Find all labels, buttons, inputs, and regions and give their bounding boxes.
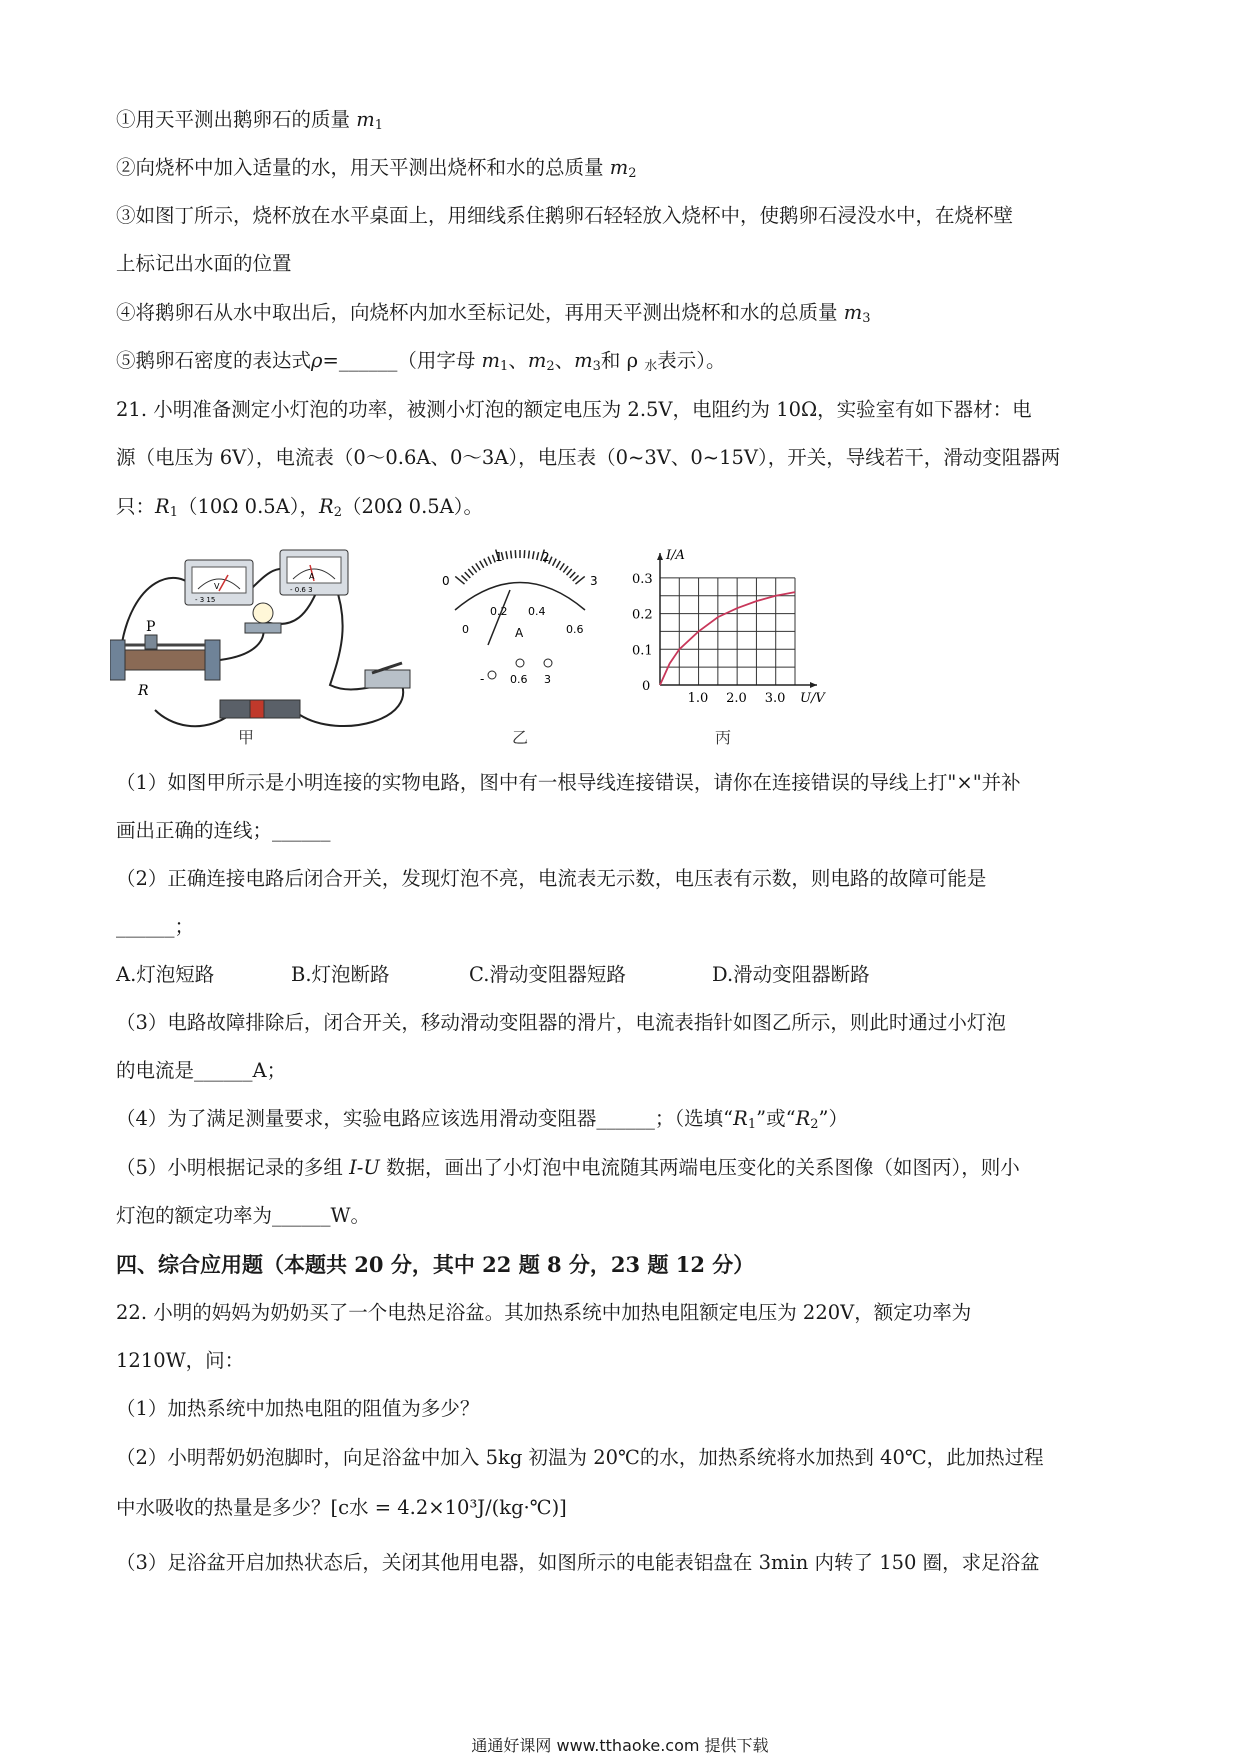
switch bbox=[365, 663, 410, 688]
yi-bottom-0-4: 0.4 bbox=[528, 605, 546, 618]
q21-options bbox=[116, 962, 870, 988]
dial-tick bbox=[567, 569, 572, 575]
q22-part-3: （3）足浴盆开启加热状态后，关闭其他用电器，如图所示的电能表铝盘在 3min 内转了 150 圈，求足浴盆 bbox=[116, 1550, 1040, 1576]
rheostat bbox=[110, 619, 220, 699]
svg-text:A: A bbox=[309, 572, 315, 581]
figure-jia-circuit bbox=[110, 545, 430, 745]
yi-terminal-neg bbox=[488, 671, 496, 679]
q21-part-5-line-2: 灯泡的额定功率为______W。 bbox=[116, 1203, 370, 1229]
dial-tick bbox=[472, 566, 477, 572]
q21-part-4: （4）为了满足测量要求，实验电路应该选用滑动变阻器______；（选填“$R_1$”或“$R_2$”） bbox=[116, 1106, 848, 1138]
q21-figures bbox=[110, 545, 850, 755]
q20-step-3-line-2: 上标记出水面的位置 bbox=[116, 251, 292, 277]
q20-step-4: ④将鹅卵石从水中取出后，向烧杯内加水至标记处，再用天平测出烧杯和水的总质量 $m_3$ bbox=[116, 300, 870, 332]
y-tick-label: 0.1 bbox=[632, 643, 653, 658]
x-tick-label: 3.0 bbox=[765, 691, 786, 706]
y-axis-label: I/A bbox=[665, 548, 685, 563]
figure-bing-iu-graph bbox=[620, 545, 850, 755]
q22-stem-line-1: 22. 小明的妈妈为奶奶买了一个电热足浴盆。其加热系统中加热电阻额定电压为 220V，额定功率为 bbox=[116, 1300, 971, 1326]
yi-term-3: 3 bbox=[544, 673, 551, 686]
figure-yi-ammeter bbox=[430, 545, 620, 755]
svg-text:R: R bbox=[137, 683, 149, 699]
q21-part-1-line-1: （1）如图甲所示是小明连接的实物电路，图中有一根导线连接错误，请你在连接错误的导线上打"×"并补 bbox=[116, 770, 1021, 796]
dial-tick bbox=[468, 569, 473, 575]
q21-part-1-line-2: 画出正确的连线；______ bbox=[116, 818, 331, 844]
svg-text:- 0.6 3: - 0.6 3 bbox=[290, 586, 313, 594]
dial-tick bbox=[560, 563, 564, 570]
svg-text:V: V bbox=[214, 582, 220, 591]
dial-tick bbox=[511, 551, 512, 559]
yi-bottom-0-6: 0.6 bbox=[566, 623, 584, 636]
q22-part-1: （1）加热系统中加热电阻的阻值为多少？ bbox=[116, 1396, 479, 1422]
q20-step-5: ⑤鹅卵石密度的表达式ρ=______（用字母 $m_1$、$m_2$、$m_3$和 ρ $_水$表示）。 bbox=[116, 348, 726, 380]
yi-bottom-0: 0 bbox=[462, 623, 469, 636]
yi-top-2: 2 bbox=[542, 550, 550, 564]
section-4-title: 四、综合应用题（本题共 20 分，其中 22 题 8 分，23 题 12 分） bbox=[116, 1252, 754, 1278]
yi-term-neg: - bbox=[480, 672, 484, 686]
dial-tick bbox=[484, 559, 488, 566]
figure-jia-caption: 甲 bbox=[238, 728, 254, 745]
q21-stem-line-3: 只：$R_1(10\Omega$ 0.5A），$R_2(20\Omega$ 0.5A）。 bbox=[116, 494, 483, 526]
iu-curve bbox=[660, 592, 795, 685]
y-tick-label: 0.3 bbox=[632, 572, 653, 587]
dial-tick bbox=[461, 575, 467, 580]
option-b: B.灯泡断路 bbox=[291, 962, 469, 988]
dial-tick bbox=[537, 552, 539, 560]
option-c: C.滑动变阻器短路 bbox=[469, 962, 712, 988]
voltmeter bbox=[185, 560, 253, 605]
option-a: A.灯泡短路 bbox=[116, 962, 291, 988]
origin-label: 0 bbox=[642, 679, 650, 694]
figure-bing-caption: 丙 bbox=[715, 728, 731, 747]
q22-part-2-line-2: 中水吸收的热量是多少？[c水 = 4.2×10³J/(kg·℃)] bbox=[116, 1495, 567, 1521]
yi-top-3: 3 bbox=[590, 574, 598, 588]
dial-tick bbox=[476, 563, 480, 570]
q21-part-2-line-1: （2）正确连接电路后闭合开关，发现灯泡不亮，电流表无示数，电压表有示数，则电路的故障可能是 bbox=[116, 866, 986, 892]
svg-text:- 3 15: - 3 15 bbox=[195, 596, 215, 604]
dial-tick bbox=[573, 575, 579, 580]
dial-tick bbox=[488, 557, 491, 564]
figure-yi-caption: 乙 bbox=[512, 728, 528, 747]
q22-stem-line-2: 1210W，问： bbox=[116, 1348, 244, 1374]
q21-part-5-line-1: （5）小明根据记录的多组 I-U 数据，画出了小灯泡中电流随其两端电压变化的关系图像（如图丙），则小 bbox=[116, 1155, 1020, 1181]
dial-tick bbox=[465, 572, 471, 578]
svg-text:P: P bbox=[146, 619, 155, 635]
q21-stem-line-2: 源（电压为 6V），电流表（0～0.6A、0～3A），电压表（0~3V、0~15V），开关，导线若干，滑动变阻器两 bbox=[116, 445, 1060, 471]
dial-tick bbox=[528, 551, 529, 559]
x-axis-label: U/V bbox=[800, 691, 826, 706]
battery bbox=[220, 700, 300, 718]
dial-tick bbox=[506, 551, 507, 559]
q20-step-2: ②向烧杯中加入适量的水，用天平测出烧杯和水的总质量 $m_2$ bbox=[116, 155, 636, 187]
q22-part-2-line-1: （2）小明帮奶奶泡脚时，向足浴盆中加入 5kg 初温为 20℃的水，加热系统将水加热到 40℃，此加热过程 bbox=[116, 1445, 1044, 1471]
bulb bbox=[245, 603, 281, 633]
dial-tick bbox=[563, 566, 568, 572]
yi-unit: A bbox=[515, 626, 524, 640]
y-tick-label: 0.2 bbox=[632, 608, 653, 623]
y-axis-arrow bbox=[657, 553, 663, 560]
x-tick-label: 2.0 bbox=[726, 691, 747, 706]
q21-stem-line-1: 21. 小明准备测定小灯泡的功率，被测小灯泡的额定电压为 2.5V，电阻约为 10Ω，实验室有如下器材：电 bbox=[116, 397, 1032, 423]
q21-part-3-line-2: 的电流是______A； bbox=[116, 1058, 286, 1084]
yi-top-0: 0 bbox=[442, 574, 450, 588]
ammeter bbox=[280, 550, 348, 595]
option-d: D.滑动变阻器断路 bbox=[712, 962, 870, 988]
q21-part-3-line-1: （3）电路故障排除后，闭合开关，移动滑动变阻器的滑片，电流表指针如图乙所示，则此时通过小灯泡 bbox=[116, 1010, 1006, 1036]
yi-bottom-0-2: 0.2 bbox=[490, 605, 508, 618]
page-footer: 通通好课网 www.tthaoke.com 提供下载 bbox=[0, 1733, 1240, 1756]
dial-tick bbox=[556, 561, 560, 568]
q20-step-1: ①用天平测出鹅卵石的质量 $m_1$ bbox=[116, 107, 383, 139]
yi-term-06: 0.6 bbox=[510, 673, 528, 686]
x-axis-arrow bbox=[810, 682, 817, 688]
q20-step-3-line-1: ③如图丁所示，烧杯放在水平桌面上，用细线系住鹅卵石轻轻放入烧杯中，使鹅卵石浸没水中，在烧杯壁 bbox=[116, 203, 1013, 229]
dial-tick bbox=[480, 561, 484, 568]
dial-tick bbox=[553, 559, 557, 566]
x-tick-label: 1.0 bbox=[688, 691, 709, 706]
dial-tick bbox=[570, 572, 576, 578]
yi-top-1: 1 bbox=[495, 550, 503, 564]
specific-heat-formula: [c水 = 4.2×10³J/(kg·℃)] bbox=[331, 1496, 567, 1519]
q21-part-2-line-2: ______； bbox=[116, 914, 194, 940]
dial-tick bbox=[533, 551, 534, 559]
